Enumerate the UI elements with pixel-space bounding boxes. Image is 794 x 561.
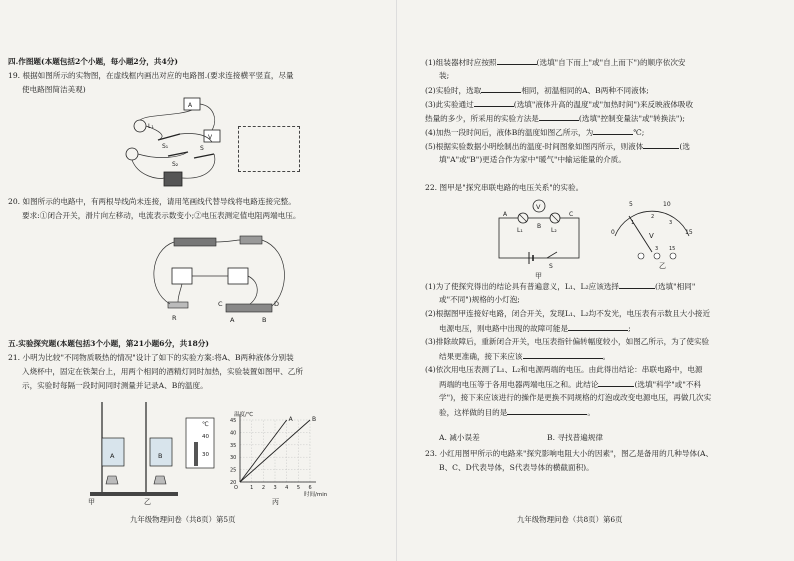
section5-heading: 五.实验探究题(本题包括3个小题，第21小题6分，共18分) [8,339,209,348]
burner-yi [154,476,166,484]
answer-blank[interactable] [593,126,633,135]
line-text: (1)为了使探究得出的结论具有普遍意义，L₁、L₂应该选择 [425,282,619,291]
rheostat-c-label: C [218,300,223,308]
switch-body [240,236,262,244]
answer-blank[interactable] [598,378,634,387]
dial-tick-3: 3 [669,220,673,226]
q22-items-line [425,336,709,347]
dial-tick-0: 0 [611,229,615,236]
ammeter-q20 [172,268,192,284]
answer-blank[interactable] [643,140,679,149]
q21-items-line [425,112,685,124]
terminal-15 [670,253,676,259]
battery-box [174,238,216,246]
switch-s1 [158,134,180,140]
bulb-l1-label: L₁ [148,123,154,130]
answer-blank[interactable] [497,56,537,65]
terminal-minus [638,253,644,259]
line-text: (3)此实验通过 [425,100,474,109]
beaker-a-label: A [110,452,115,460]
line-text: 或"不同")规格的小灯泡; [439,295,520,304]
left-footer: 九年级物理问卷（共8页）第5页 [130,515,236,524]
q22-title: 22. 图甲是"探究串联电路的电压关系"的实验。 [425,183,584,192]
answer-blank[interactable] [539,112,579,121]
answer-blank[interactable] [619,280,655,289]
resistor-r-label: R [172,314,177,322]
x-tick-label: 1 [250,485,254,491]
q21-items-line [425,140,690,152]
stand-base-jia [90,492,134,496]
q19-line2: 使电路图简洁美观) [22,85,86,94]
x-tick-label: 2 [261,485,266,491]
burner-jia [106,476,118,484]
resistor-r [168,302,188,308]
thermometer-column [194,442,198,466]
line-text: 两端的电压等于各用电器两端电压之和。此结论 [439,380,599,389]
q22-items-line [439,406,595,418]
q22-fig-yi: 乙 [659,262,666,270]
fig-bing-label: 丙 [272,498,279,506]
q21-line3: 示，实验时每隔一段时间同时测量并记录A、B的温度。 [22,381,208,390]
dial-tick-15: 15 [685,229,693,236]
line-text: (选填"液体升高的温度"或"加热时间")来反映液体吸收 [513,100,694,109]
thermometer-scale [186,418,214,468]
series-label-B: B [312,416,317,423]
line-text: (1)组装器材时应按照 [425,58,497,67]
line-text: (选填"自下而上"或"自上而下")的顺序依次安 [536,58,686,67]
x-tick-label: 6 [308,485,312,491]
thermometer-tick-40: 40 [202,434,209,440]
switch-s-label: S [200,145,204,152]
switch-s2-label: S₂ [172,161,179,168]
switch-s1-label: S₁ [162,143,169,150]
q19-answer-box [238,126,300,172]
y-tick-label: 35 [230,442,237,449]
voltmeter-label: V [208,134,213,141]
x-tick-label: 3 [273,485,277,491]
dial-tick-10: 10 [663,201,671,208]
rheostat-d-label: D [274,300,280,308]
line-text: 验，这样做的目的是 [439,408,508,417]
line-text: (3)排除故障后，重新闭合开关，电压表指针偏转幅度较小，如图乙所示，为了使实验 [425,337,710,346]
q22-point-c: C [569,211,574,218]
q22-items-line [439,294,520,305]
switch-s [194,154,214,158]
answer-blank[interactable] [481,84,521,93]
rheostat-a-label: A [230,316,235,324]
dial-tick-1: 1 [631,220,635,226]
rheostat-b-label: B [262,316,267,324]
stand-base-yi [134,492,178,496]
line-text: 。 [587,408,595,417]
line-text: (选 [679,142,690,151]
q20-circuit-figure [150,230,300,330]
terminal-3 [654,253,660,259]
line-text: (4)依次用电压表测了L₁、L₂和电源两端的电压。由此得出结论：串联电路中，电源 [425,365,703,374]
q22-point-b: B [537,223,542,230]
line-text: (选填"相同" [655,282,696,291]
line-text: 学")，接下来应该进行的操作是更换不同规格的灯泡或改变电源电压，再做几次实 [439,393,712,402]
q22-items-line [439,392,711,403]
battery [164,172,182,186]
y-axis-label: 温度/℃ [234,412,254,418]
q22-circuit-diagram [489,196,589,280]
y-tick-label: 30 [230,455,237,462]
answer-blank[interactable] [568,322,628,331]
answer-blank[interactable] [507,406,587,415]
line-text: (选填"控制变量法"或"转换法"); [578,114,685,123]
rheostat [226,304,272,312]
line-text: 。 [602,352,611,361]
q21-apparatus-figure [80,398,230,504]
line-text: (2)根据图甲连接好电路，闭合开关，发现L₁、L₂均不发光，电压表有示数且大小接近 [425,309,711,318]
q22-voltmeter-dial [607,196,697,270]
y-tick-label: 40 [230,430,237,437]
line-text: ℃; [633,128,645,137]
q21-items-line [425,98,693,110]
q20-line2: 要求:①闭合开关，滑片向左移动，电流表示数变小;②电压表测定值电阻两端电压。 [22,211,301,220]
q22-l1-label: L₁ [517,227,523,234]
beaker-b-label: B [158,452,163,460]
q22-l2-label: L₂ [551,227,557,234]
y-tick-label: 45 [230,418,237,424]
origin-label: O [234,485,238,491]
fig-yi-label: 乙 [144,498,151,506]
q21-items-line [439,70,449,81]
q19-line1: 19. 根据如图所示的实物图，在虚线框内画出对应的电路图.(要求连接横平竖直，尽量 [8,71,294,80]
q20-line1: 20. 如图所示的电路中，有两根导线尚未连接，请用笔画线代替导线将电路连接完整。 [8,197,296,206]
q22-items-line [439,350,610,362]
line-text: (4)加热一段时间后，液体B的温度如图乙所示，为 [425,128,594,137]
y-tick-label: 20 [230,480,237,486]
ammeter-label: A [188,102,193,109]
q22-items-line [425,308,710,319]
q22-items-line [439,322,631,334]
q22-voltmeter-label: V [536,203,541,211]
answer-blank[interactable] [523,350,603,359]
terminal-3-label: 3 [655,246,659,252]
line-text: 装; [439,71,450,80]
q19-circuit-figure [118,96,228,192]
q22-option-a: A. 减小误差 [439,433,480,442]
q21-items-line [425,84,649,96]
line-text: (5)根据实验数据小明绘制出的温度-时间图象如图丙所示，则液体 [425,142,644,151]
q22-items-line [425,364,703,375]
voltmeter-q20 [228,268,248,284]
y-tick-label: 25 [230,467,237,474]
dial-unit: V [649,232,654,240]
thermometer-tick-30: 30 [202,452,209,458]
fig-jia-label: 甲 [88,498,95,506]
q22-items-line [439,378,701,390]
line-text: 相同，初温相同的A、B两种不同液体; [521,86,649,95]
q22-switch-label: S [549,263,553,270]
right-footer: 九年级物理问卷（共8页）第6页 [517,515,623,524]
x-tick-label: 4 [285,485,289,491]
q22-switch [547,252,557,258]
q21-items-line [439,154,626,165]
dial-tick-5: 5 [629,201,633,208]
q21-temp-time-chart [222,410,328,506]
dial-tick-2: 2 [651,214,655,220]
line-text: 结果更准确，接下来应该 [439,352,523,361]
section4-heading: 四.作图题(本题包括2个小题，每小题2分，共4分) [8,57,178,66]
switch-s2 [168,152,188,156]
q21-items-line [425,126,644,138]
bulb-l1 [134,120,146,132]
answer-blank[interactable] [474,98,514,107]
q23-line2: B、C、D代表导体，S代表导体的横截面积)。 [439,463,594,472]
x-tick-label: 5 [296,485,301,491]
q21-line2: 入烧杯中，固定在铁架台上，用两个相同的酒精灯同时加热，实验装置如图甲、乙所 [22,367,303,376]
q22-point-a: A [503,211,508,218]
q21-items-line [425,56,686,68]
q22-items-line [425,280,695,292]
q23-line1: 23. 小红用图甲所示的电路来"探究影响电阻大小的因素"，图乙是备用的几种导体(A、 [425,449,714,458]
thermometer-unit: ℃ [202,421,209,428]
terminal-15-label: 15 [669,246,676,252]
line-text: 热量的多少，所采用的实验方法是 [425,114,539,123]
bulb-l2 [126,148,138,160]
line-text: (2)实验时，选取 [425,86,482,95]
page-right [397,0,794,561]
q22-option-b: B. 寻找普遍规律 [547,433,603,442]
line-text: 电源电压，则电路中出现的故障可能是 [439,324,569,333]
q21-line1: 21. 小明为比较"不同物质吸热的情况"设计了如下的实验方案:将A、B两种液体分别装 [8,353,294,362]
line-text: 填"A"或"B")更适合作为家中"暖气"中输运能量的介质。 [439,155,626,164]
series-label-A: A [288,416,293,423]
line-text: (选填"科学"或"不科 [634,380,702,389]
line-text: ; [628,324,631,333]
q22-fig-jia: 甲 [535,272,542,280]
x-axis-label: 时间/min [304,492,328,498]
